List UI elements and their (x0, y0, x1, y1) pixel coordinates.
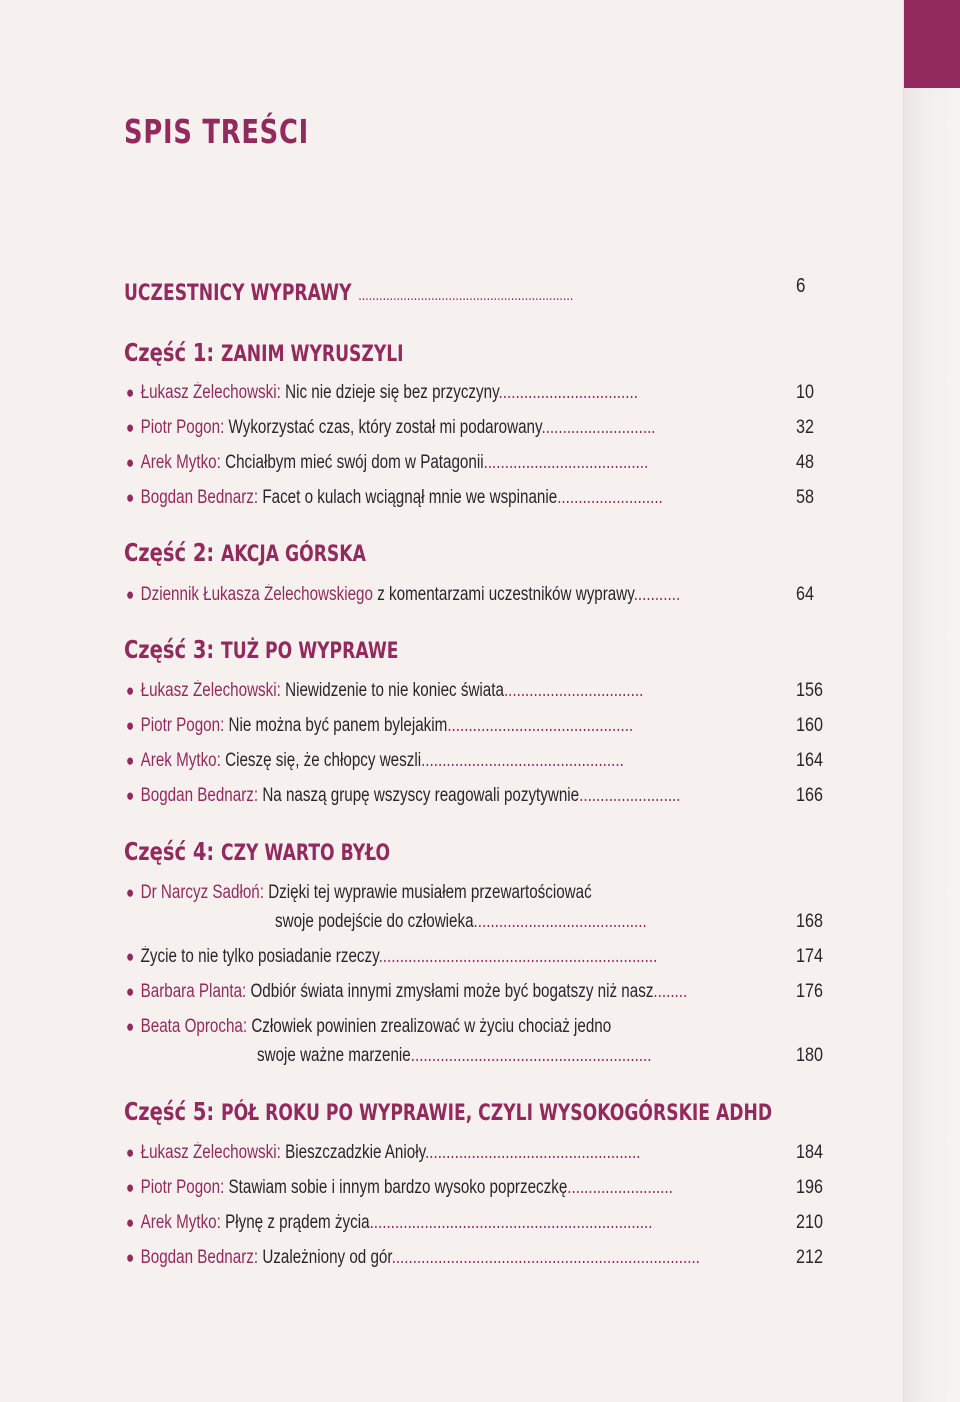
entry-title: Nie można być panem bylejakim (228, 715, 448, 736)
entry-title-continued: swoje podejście do człowieka (275, 911, 474, 932)
corner-tab (904, 0, 960, 88)
leader-dots: ........ (653, 981, 688, 1002)
toc-entry[interactable]: ● Piotr Pogon: Wykorzystać czas, który został mi podarowany........................... 32 (126, 417, 814, 438)
entry-title: Dzięki tej wyprawie musiałem przewartościować (268, 882, 592, 903)
page-title: SPIS TREŚCI (124, 112, 310, 151)
page-number: 166 (796, 785, 823, 806)
leader-dots: ......................................................................... (391, 1247, 700, 1268)
toc-entry[interactable]: ● Łukasz Żelechowski: Nic nie dzieje się bez przyczyny................................. 10 (126, 382, 814, 403)
bullet-icon: ● (126, 982, 135, 1001)
entry-author: Łukasz Żelechowski (140, 1142, 277, 1163)
page-number: 174 (796, 946, 823, 967)
page-number: 6 (796, 275, 806, 297)
part-4-subtitle: CZY WARTO BYŁO (221, 841, 391, 866)
page-number: 160 (796, 715, 823, 736)
part-2-heading: Część 2: AKCJA GÓRSKA (124, 538, 366, 567)
leader-dots: ............................................ (447, 715, 634, 736)
leader-dots: ....................................... (483, 452, 649, 473)
leader-dots: ........... (633, 584, 681, 605)
leader-dots: ......................... (557, 487, 663, 508)
leader-dots: ................................................ (421, 750, 624, 771)
leader-dots: ................................. (498, 382, 638, 403)
entry-author: Bogdan Bednarz (140, 1247, 254, 1268)
leader-dots: ................................. (503, 680, 644, 701)
leader-dots: ................................................... (425, 1142, 641, 1163)
bullet-icon: ● (126, 786, 135, 805)
leader-dots: ......................... (567, 1177, 673, 1198)
part-4-label: Część 4 (124, 837, 207, 866)
toc-entry[interactable]: ● Łukasz Żelechowski: Bieszczadzkie Anioły................................................... 184 (126, 1142, 823, 1163)
page-number: 168 (796, 911, 823, 932)
toc-entry[interactable]: ● Arek Mytko: Chciałbym mieć swój dom w Patagonii....................................... 48 (126, 452, 814, 473)
part-5-label: Część 5 (124, 1097, 207, 1126)
entry-title: z komentarzami uczestników wyprawy (377, 584, 634, 605)
bullet-icon: ● (126, 1143, 135, 1162)
entry-author: Dr Narcyz Sadłoń (140, 882, 260, 903)
entry-title: Stawiam sobie i innym bardzo wysoko poprzeczkę (228, 1177, 568, 1198)
leader-dots: ......................................................... (410, 1045, 652, 1066)
entry-author: Bogdan Bednarz (140, 785, 254, 806)
entry-author: Bogdan Bednarz (140, 487, 254, 508)
page-number: 196 (796, 1177, 823, 1198)
bullet-icon: ● (126, 585, 135, 604)
leader-dots: ................................................................... (369, 1212, 653, 1233)
leader-dots: ........................... (541, 417, 656, 438)
toc-entry[interactable] (126, 584, 866, 610)
bullet-icon: ● (126, 1017, 135, 1036)
part-1-subtitle: ZANIM WYRUSZYLI (221, 342, 404, 367)
page-number: 10 (796, 382, 814, 403)
bullet-icon: ● (126, 453, 135, 472)
part-1-label: Część 1 (124, 338, 207, 367)
toc-entry[interactable]: ● Beata Oprocha: Człowiek powinien zrealizować w życiu chociaż jedno (126, 1016, 612, 1037)
part-2-label: Część 2 (124, 538, 207, 567)
entry-title: Życie to nie tylko posiadanie rzeczy (140, 946, 379, 967)
page-number: 212 (796, 1247, 823, 1268)
page-number: 156 (796, 680, 823, 701)
toc-entry[interactable]: ● Bogdan Bednarz: Facet o kulach wciągnął mnie we wspinanie......................... 58 (126, 487, 814, 508)
bullet-icon: ● (126, 488, 135, 507)
toc-entry[interactable]: ● Bogdan Bednarz: Na naszą grupę wszyscy reagowali pozytywnie........................ 166 (126, 785, 823, 806)
page-number: 64 (796, 584, 814, 605)
bullet-icon: ● (126, 383, 135, 402)
entry-title: Odbiór świata innymi zmysłami może być bogatszy niż nasz (250, 981, 654, 1002)
entry-author: Łukasz Żelechowski (140, 382, 277, 403)
bullet-icon: ● (126, 947, 135, 966)
part-3-heading: Część 3: TUŻ PO WYPRAWE (124, 635, 399, 664)
toc-entry[interactable]: ● Bogdan Bednarz: Uzależniony od gór......................................................................... 212 (126, 1247, 823, 1268)
page-number: 32 (796, 417, 814, 438)
entry-title: Niewidzenie to nie koniec świata (285, 680, 504, 701)
section-participants-label: UCZESTNICY WYPRAWY (124, 281, 352, 306)
toc-entry[interactable]: ● Barbara Planta: Odbiór świata innymi zmysłami może być bogatszy niż nasz........ 176 (126, 981, 823, 1002)
part-3-label: Część 3 (124, 635, 207, 664)
part-5-subtitle: PÓŁ ROKU PO WYPRAWIE, CZYLI WYSOKOGÓRSKIE ADHD (221, 1101, 773, 1126)
toc-entry[interactable]: ● Dr Narcyz Sadłoń: Dzięki tej wyprawie musiałem przewartościować (126, 882, 592, 903)
part-1-heading: Część 1: ZANIM WYRUSZYLI (124, 338, 404, 367)
leader-dots: ......................................... (473, 911, 647, 932)
page-number: 210 (796, 1212, 823, 1233)
toc-entry[interactable]: ● Piotr Pogon: Stawiam sobie i innym bardzo wysoko poprzeczkę......................... 196 (126, 1177, 823, 1198)
bullet-icon: ● (126, 1178, 135, 1197)
page-edge (903, 0, 960, 1402)
toc-entry[interactable]: ● Arek Mytko: Płynę z prądem życia................................................................... 210 (126, 1212, 823, 1233)
bullet-icon: ● (126, 418, 135, 437)
page-number: 164 (796, 750, 823, 771)
entry-author: Piotr Pogon (140, 715, 221, 736)
bullet-icon: ● (126, 883, 135, 902)
entry-author: Łukasz Żelechowski (140, 680, 277, 701)
page-number: 176 (796, 981, 823, 1002)
part-2-subtitle: AKCJA GÓRSKA (221, 542, 366, 567)
entry-title: Na naszą grupę wszyscy reagowali pozytywnie (262, 785, 580, 806)
toc-entry[interactable]: ● Łukasz Żelechowski: Niewidzenie to nie koniec świata................................. 156 (126, 680, 823, 701)
bullet-icon: ● (126, 1248, 135, 1267)
part-4-heading: Część 4: CZY WARTO BYŁO (124, 837, 391, 866)
toc-entry[interactable]: ● Arek Mytko: Cieszę się, że chłopcy weszli................................................ 164 (126, 750, 823, 771)
page-number: 48 (796, 452, 814, 473)
entry-title: Płynę z prądem życia (225, 1212, 370, 1233)
page-number: 58 (796, 487, 814, 508)
toc-entry[interactable]: ● Piotr Pogon: Nie można być panem bylejakim............................................ 160 (126, 715, 823, 736)
bullet-icon: ● (126, 1213, 135, 1232)
entry-title: Cieszę się, że chłopcy weszli (225, 750, 422, 771)
entry-title: Nic nie dzieje się bez przyczyny (285, 382, 499, 403)
entry-author: Barbara Planta (140, 981, 243, 1002)
page-number: 180 (796, 1045, 823, 1066)
entry-author: Arek Mytko (140, 1212, 217, 1233)
leader-dots: .................................................................. (378, 946, 658, 967)
toc-entry-continuation[interactable] (126, 1045, 866, 1071)
bullet-icon: ● (126, 681, 135, 700)
toc-entry[interactable] (126, 946, 866, 972)
leader-dots: .............................................................. (358, 287, 574, 304)
entry-title-continued: swoje ważne marzenie (257, 1045, 411, 1066)
entry-title: Bieszczadzkie Anioły (285, 1142, 426, 1163)
entry-author: Piotr Pogon (140, 417, 221, 438)
entry-author: Piotr Pogon (140, 1177, 221, 1198)
part-3-subtitle: TUŻ PO WYPRAWE (221, 639, 399, 664)
entry-title: Uzależniony od gór (262, 1247, 392, 1268)
bullet-icon: ● (126, 751, 135, 770)
section-participants[interactable] (124, 277, 670, 306)
entry-title: Facet o kulach wciągnął mnie we wspinanie (262, 487, 558, 508)
entry-author: Arek Mytko (140, 452, 217, 473)
entry-author: Arek Mytko (140, 750, 217, 771)
entry-title: Chciałbym mieć swój dom w Patagonii (225, 452, 484, 473)
entry-author: Beata Oprocha (140, 1016, 243, 1037)
entry-author: Dziennik Łukasza Żelechowskiego (140, 584, 373, 605)
leader-dots: ........................ (579, 785, 681, 806)
entry-title: Człowiek powinien zrealizować w życiu chociaż jedno (251, 1016, 612, 1037)
toc-entry-continuation[interactable] (126, 911, 866, 937)
page-number: 184 (796, 1142, 823, 1163)
entry-title: Wykorzystać czas, który został mi podarowany (228, 417, 542, 438)
bullet-icon: ● (126, 716, 135, 735)
part-5-heading: Część 5: PÓŁ ROKU PO WYPRAWIE, CZYLI WYSOKOGÓRSKIE ADHD (124, 1097, 773, 1126)
